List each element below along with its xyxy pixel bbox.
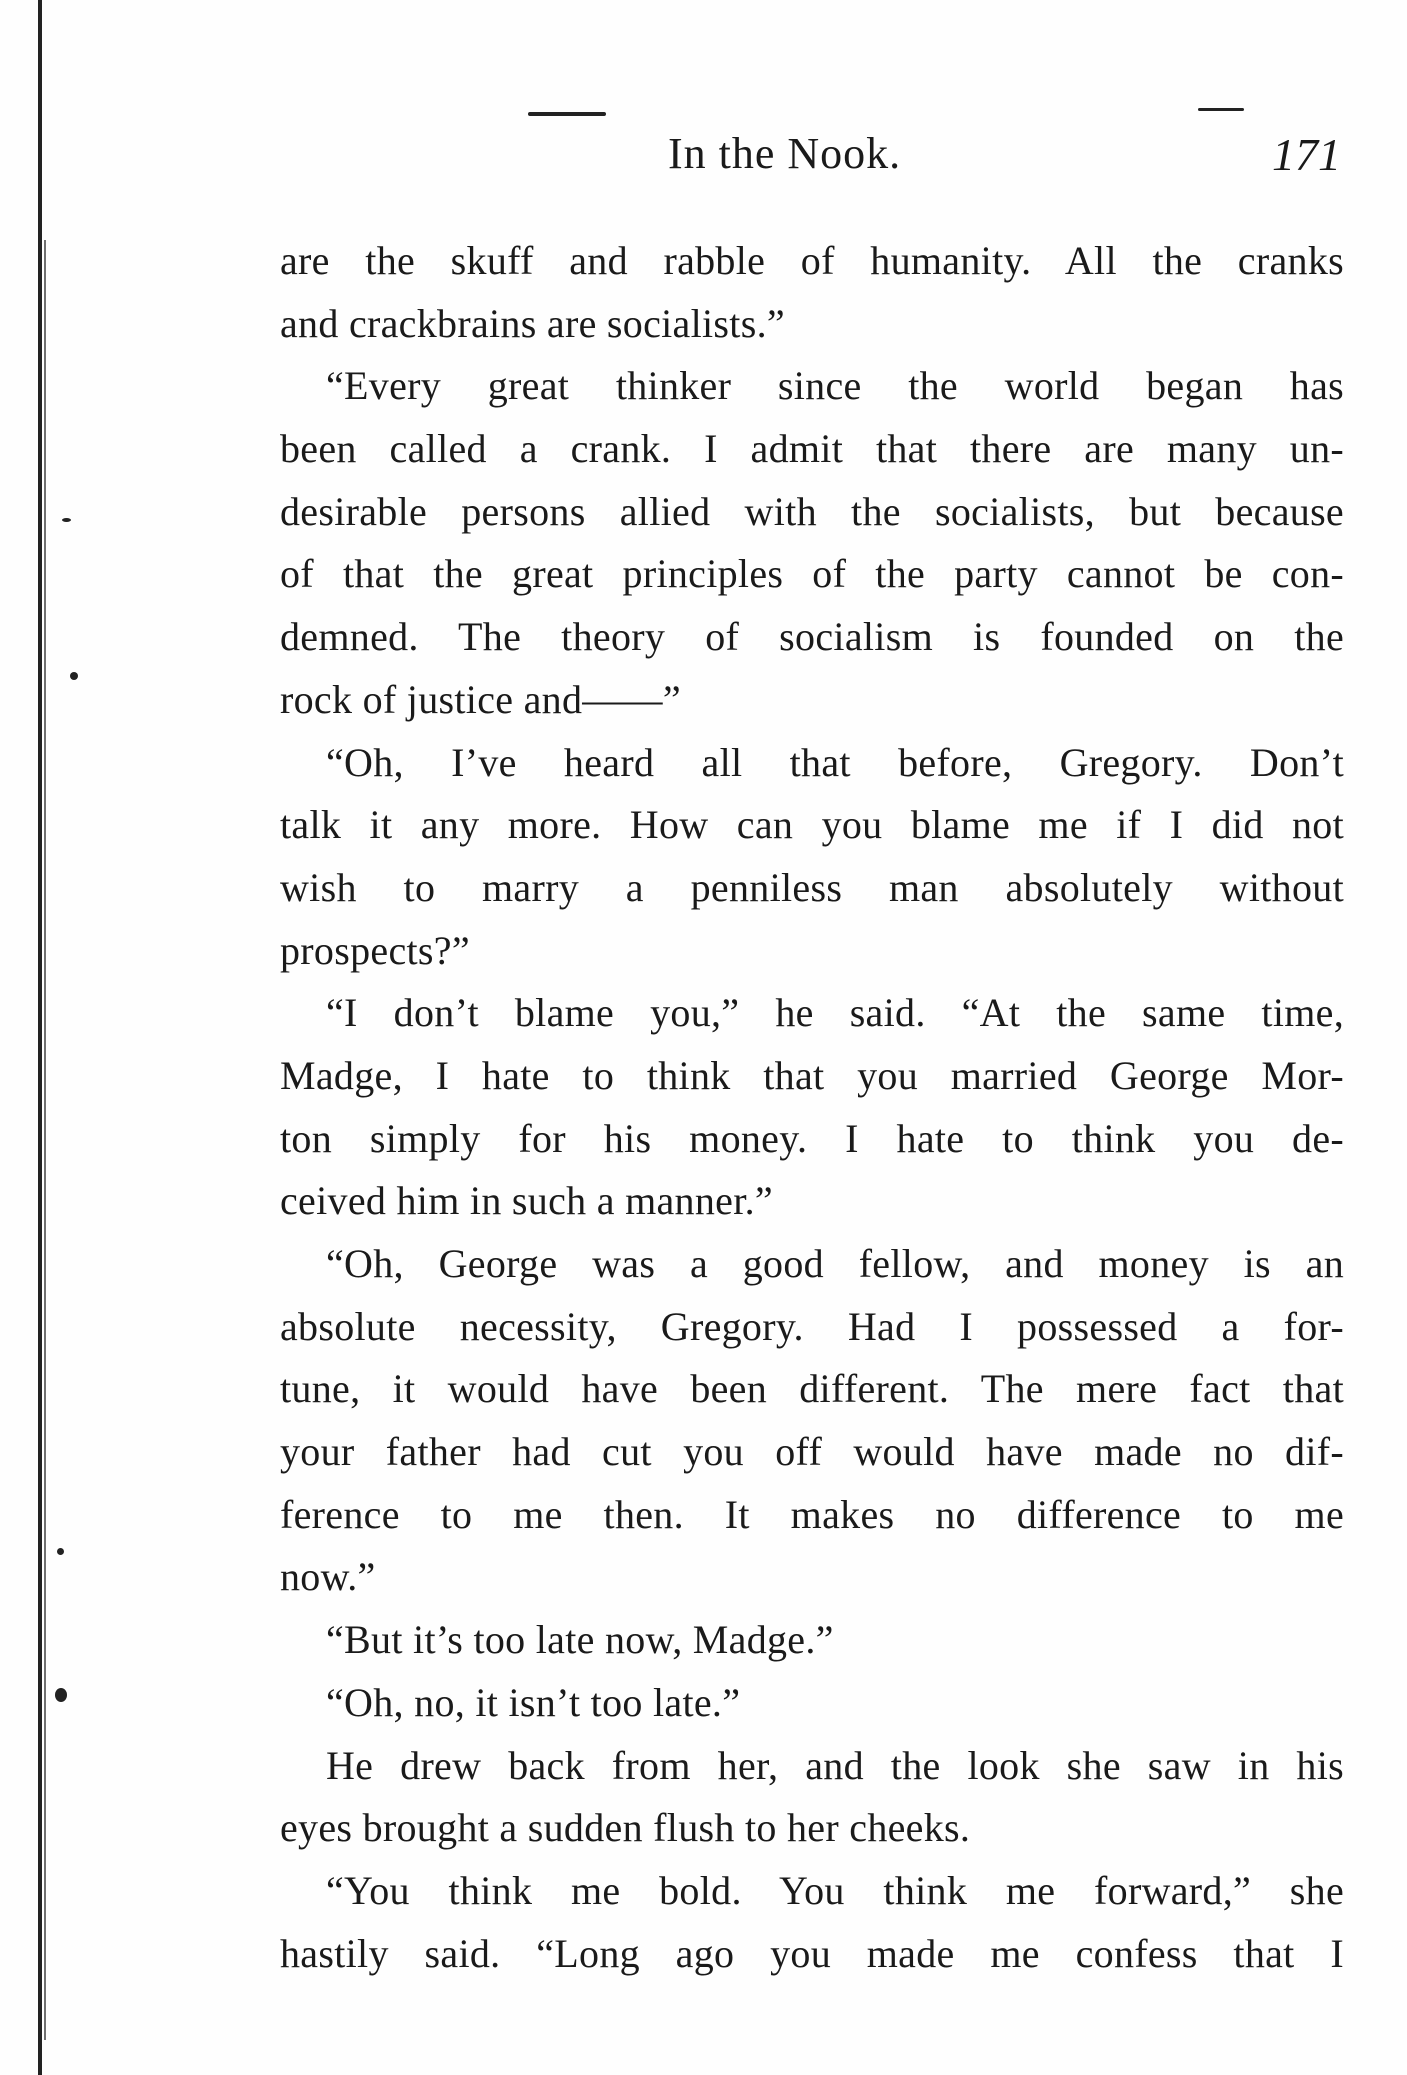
text-line: ceived him in such a manner.” [280,1178,773,1224]
text-line: “You think me bold. You think me forward,” she [326,1867,1344,1913]
page-number: 171 [1272,129,1341,180]
text-line: “Oh, George was a good fellow, and money is an [326,1241,1344,1286]
binding-edge-shadow [44,240,46,2040]
print-mark [528,112,606,116]
text-line: ton simply for his money. I hate to think you de- [280,1115,1344,1161]
text-line: prospects?” [280,927,470,973]
text-line: are the skuff and rabble of humanity. All the cranks [280,238,1344,283]
text-line: absolute necessity, Gregory. Had I possessed a for- [280,1303,1344,1349]
text-line: He drew back from her, and the look she saw in his [326,1742,1344,1788]
text-line: “Oh, I’ve heard all that before, Gregory. Don’t [326,739,1344,785]
text-line: Madge, I hate to think that you married George Mor- [280,1052,1344,1098]
text-line: of that the great principles of the party cannot be con- [280,551,1344,597]
margin-speck [55,1688,67,1702]
text-line: demned. The theory of socialism is founded on the [280,614,1344,660]
running-head [0,128,1407,188]
text-line: “Oh, no, it isn’t too late.” [326,1679,741,1725]
text-line: rock of justice and——” [280,676,681,722]
text-line: and crackbrains are socialists.” [280,300,785,346]
text-line: ference to me then. It makes no difference to me [280,1491,1344,1537]
text-line: tune, it would have been different. The mere fact that [280,1366,1344,1412]
binding-edge-line [38,0,42,2075]
body-text [280,230,1344,1985]
print-mark [1198,108,1244,111]
text-line: your father had cut you off would have made no dif- [280,1429,1344,1475]
text-line: wish to marry a penniless man absolutely without [280,864,1344,910]
text-line: been called a crank. I admit that there are many un- [280,426,1344,472]
margin-speck [70,672,78,680]
text-line: “Every great thinker since the world began has [326,363,1344,409]
text-line: “I don’t blame you,” he said. “At the same time, [326,990,1344,1036]
text-line: “But it’s too late now, Madge.” [326,1617,834,1663]
text-line: talk it any more. How can you blame me if I did not [280,802,1344,848]
margin-speck [57,1548,64,1555]
text-line: desirable persons allied with the socialists, but because [280,488,1344,534]
text-line: eyes brought a sudden flush to her cheeks. [280,1805,971,1851]
text-line: now.” [280,1554,376,1600]
margin-speck [62,518,71,522]
text-line: hastily said. “Long ago you made me confess that I [280,1930,1344,1976]
running-title: In the Nook. [668,129,902,178]
